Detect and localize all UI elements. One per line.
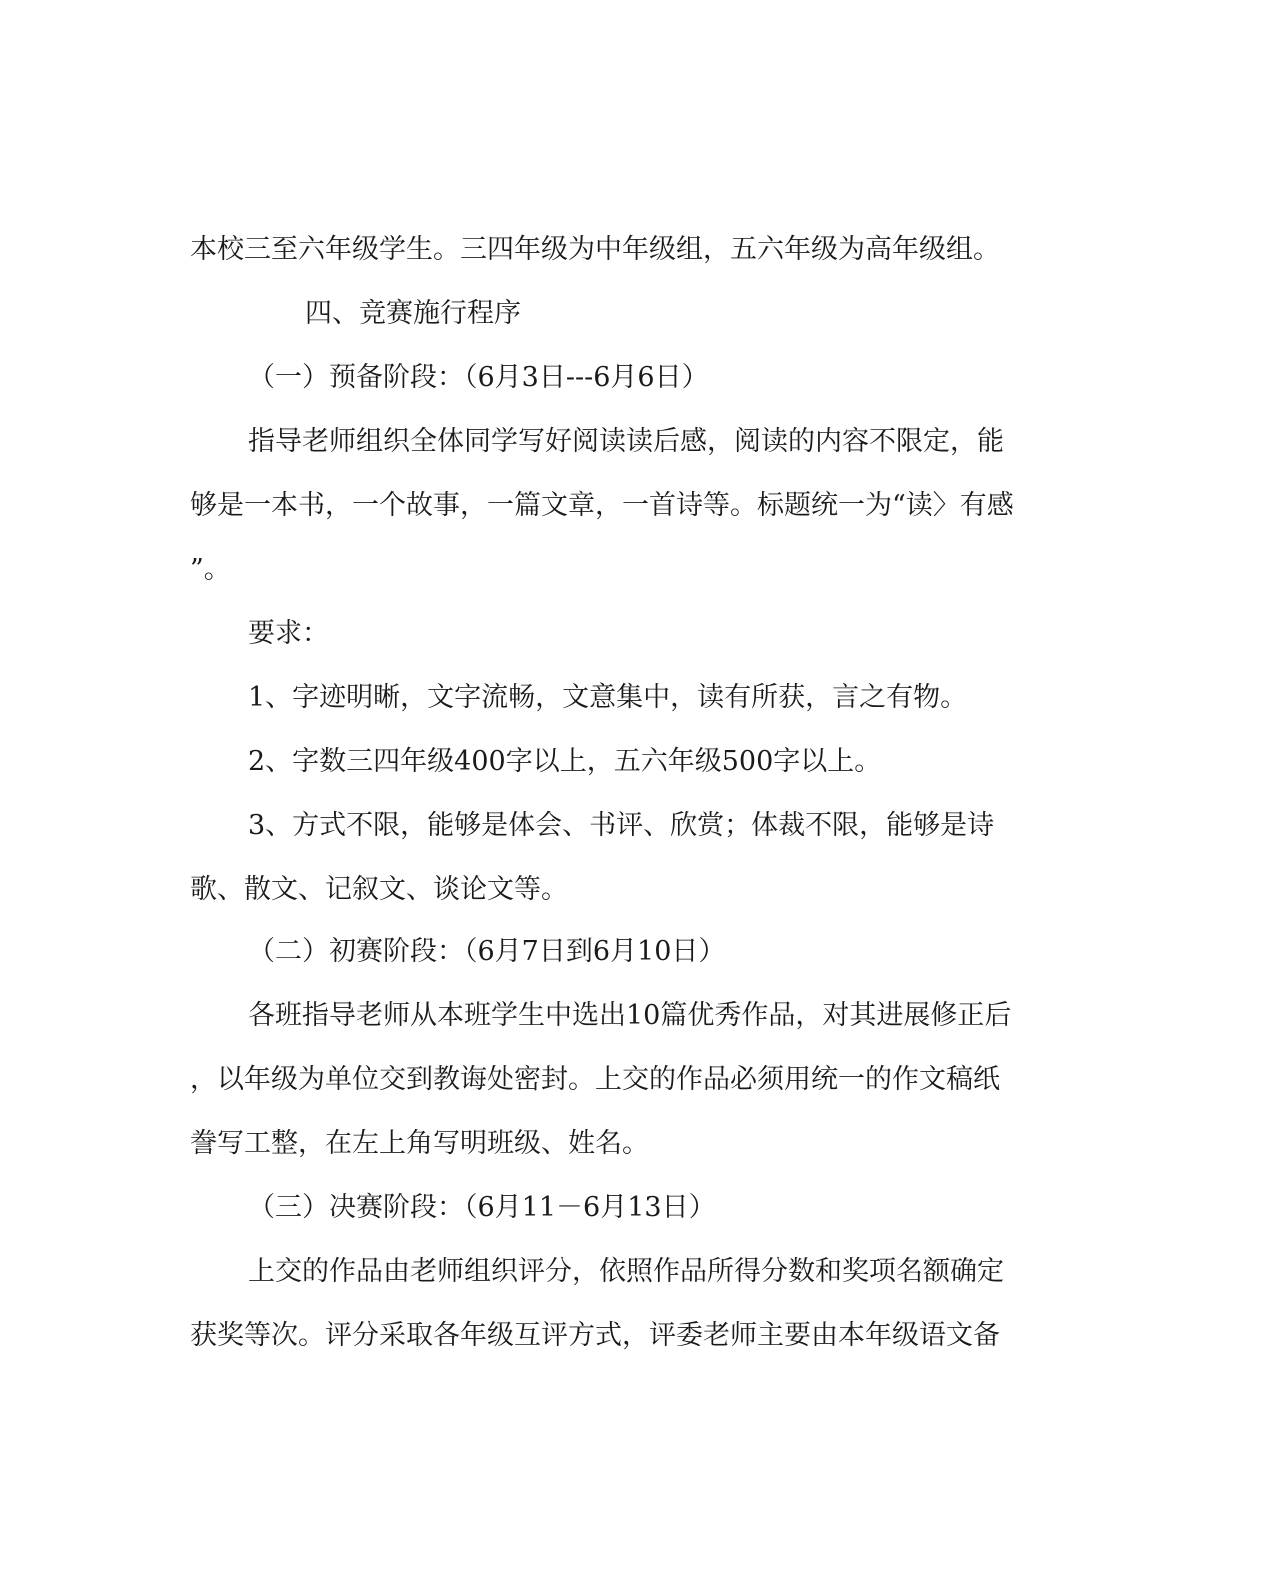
- paragraph-line: 誊写工整，在左上角写明班级、姓名。: [190, 1128, 649, 1159]
- list-item-continuation: 歌、散文、记叙文、谈论文等。: [190, 874, 568, 905]
- requirements-label: 要求：: [248, 618, 329, 649]
- paragraph-line: 获奖等次。评分采取各年级互评方式，评委老师主要由本年级语文备: [190, 1320, 1000, 1351]
- paragraph-line: 指导老师组织全体同学写好阅读读后感，阅读的内容不限定，能: [248, 426, 1004, 457]
- subsection-heading: （三）决赛阶段：（6月11－6月13日）: [248, 1192, 716, 1223]
- subsection-heading: （二）初赛阶段：（6月7日到6月10日）: [248, 936, 726, 967]
- paragraph-line: 够是一本书，一个故事，一篇文章，一首诗等。标题统一为“读〉有感: [190, 490, 1014, 521]
- subsection-heading: （一）预备阶段：（6月3日---6月6日）: [248, 362, 709, 393]
- paragraph-line: ”。: [190, 554, 231, 585]
- paragraph-line: 上交的作品由老师组织评分，依照作品所得分数和奖项名额确定: [248, 1256, 1004, 1287]
- paragraph-line: 各班指导老师从本班学生中选出10篇优秀作品，对其进展修正后: [248, 1000, 1012, 1031]
- paragraph-line: 本校三至六年级学生。三四年级为中年级组，五六年级为高年级组。: [190, 234, 1000, 265]
- list-item: 2、字数三四年级400字以上，五六年级500字以上。: [248, 746, 882, 777]
- paragraph-line: ，以年级为单位交到教诲处密封。上交的作品必须用统一的作文稿纸: [190, 1064, 1000, 1095]
- section-heading: 四、竞赛施行程序: [305, 298, 521, 329]
- list-item: 3、方式不限，能够是体会、书评、欣赏；体裁不限，能够是诗: [248, 810, 995, 841]
- list-item: 1、字迹明晰，文字流畅，文意集中，读有所获，言之有物。: [248, 682, 968, 713]
